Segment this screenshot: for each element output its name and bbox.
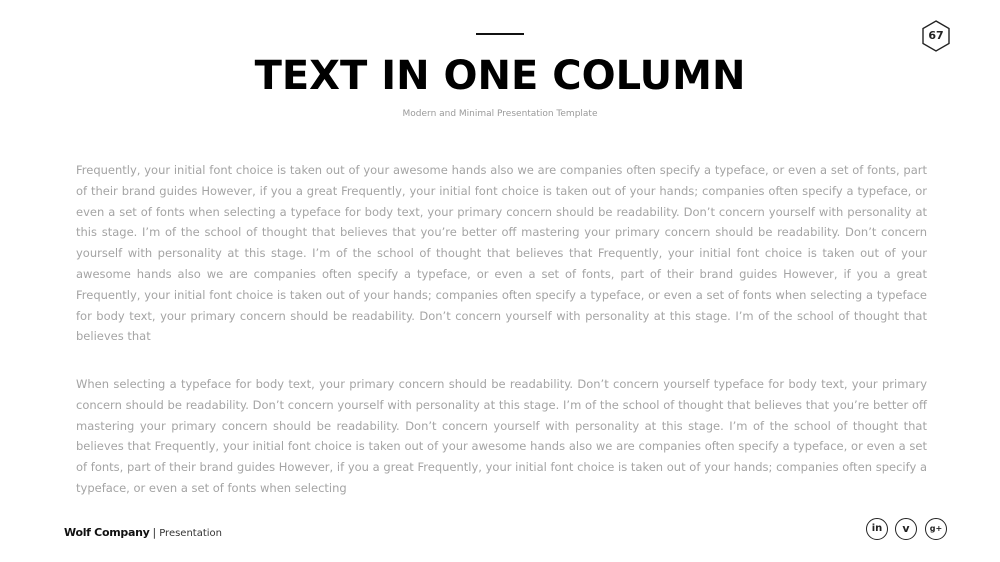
body-paragraph-2: When selecting a typeface for body text, your primary concern should be readability. Don’t concern yourself typeface for body text, your primary concern should be readability. Don’t concern yourself with personality at this stage. I’m of the school of thought that believes that you’re better off mastering your primary concern should be readability. Don’t concern yourself with personality at this stage. I’m of the school of thought that believes that Frequently, your initial font choice is taken out of your awesome hands also we are companies often specify a typeface, or even a set of fonts, part of their brand guides However, if you a great Frequently, your initial font choice is taken out of your hands; companies often specify a typeface, or even a set of fonts when selecting — [76, 377, 927, 495]
page-number: 67 — [928, 29, 944, 42]
linkedin-icon[interactable]: in — [866, 518, 888, 540]
slide-subtitle: Modern and Minimal Presentation Template — [402, 109, 598, 119]
body-paragraph-1: Frequently, your initial font choice is taken out of your awesome hands also we are companies often specify a typeface, or even a set of fonts, part of their brand guides However, if you a great Frequently, your initial font choice is taken out of your hands; companies often specify a typeface, or even a set of fonts when selecting a typeface for body text, your primary concern should be readability. Don’t concern yourself with personality at this stage. I’m of the school of thought that believes that you’re better off mastering your primary concern should be readability. Don’t concern yourself with personality at this stage. I’m of the school of thought that believes that Frequently, your initial font choice is taken out of your awesome hands also we are companies often specify a typeface, or even a set of fonts, part of their brand guides However, if you a great Frequently, your initial font choice is taken out of your hands; companies often specify a typeface, or even a set of fonts when selecting a typeface for body text, your primary concern should be readability. Don’t concern yourself with personality at this stage. I’m of the school of thought that believes that — [76, 163, 927, 344]
company-name: Wolf Company — [64, 526, 150, 539]
slide-title: TEXT IN ONE COLUMN — [254, 53, 746, 99]
page-number-badge — [920, 19, 952, 53]
vimeo-icon[interactable]: v — [895, 518, 917, 540]
footer-section-label: Presentation — [159, 528, 223, 539]
footer-separator: | — [152, 526, 157, 539]
google-plus-icon[interactable]: g+ — [925, 518, 947, 540]
title-divider — [476, 33, 524, 35]
footer-brand — [64, 525, 222, 542]
